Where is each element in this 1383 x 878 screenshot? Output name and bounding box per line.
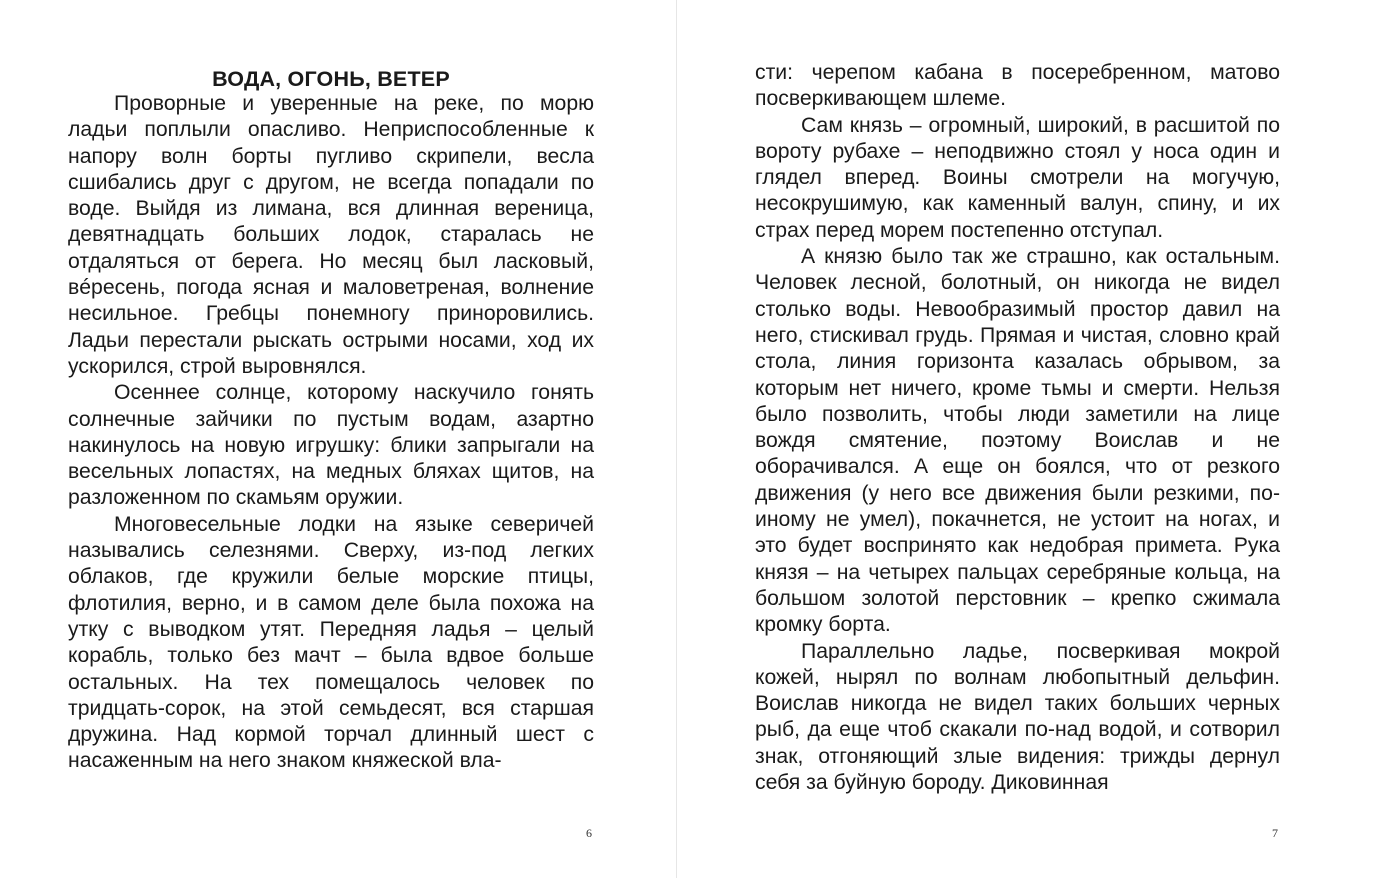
chapter-heading: ВОДА, ОГОНЬ, ВЕТЕР (212, 67, 450, 91)
page-number-left: 6 (586, 826, 592, 840)
left-page (0, 0, 676, 878)
left-page-text (68, 91, 594, 775)
paragraph: Сам князь – огромный, широкий, в расшитой по вороту рубахе – неподвижно стоял у носа один и глядел вперед. Воины смотрели на могучую, несокрушимую, как каменный валун, спину, и их страх перед морем постепенно отступал. (755, 113, 1280, 242)
paragraph: А князю было так же страшно, как остальным. Человек лесной, болотный, он никогда не видел столько воды. Невообразимый простор давил на него, стискивал грудь. Прямая и чистая, словно край стола, линия горизонта казалась обрывом, за которым нет ничего, кроме тьмы и смерти. Нельзя было позволить, чтобы люди заметили на лице вождя смятение, поэтому Воислав и не оборачивался. А еще он боялся, что от резкого движения (у него все движения были резкими, по-иному не умел), покачнется, не устоит на ногах, и это будет воспринято как недобрая примета. Рука князя – на четырех пальцах серебряные кольца, на большом золотой перстовник – крепко сжимала кромку борта. (755, 245, 1280, 637)
paragraph: Многовесельные лодки на языке северичей назывались селезнями. Сверху, из-под легких облаков, где кружили белые морские птицы, флотилия, верно, и в самом деле была похожа на утку с выводком утят. Передняя ладья – целый корабль, только без мачт – была вдвое больше остальных. На тех помещалось человек по тридцать-сорок, на этой семьдесят, вся старшая дружина. Над кормой торчал длинный шест с насаженным на него знаком княжеской вла- (68, 512, 594, 773)
page-number-right: 7 (1272, 826, 1278, 840)
paragraph: Проворные и уверенные на реке, по морю ладьи поплыли опасливо. Неприспособленные к напору волн борты пугливо скрипели, весла сшибались друг с другом, не всегда попадали по воде. Выйдя из лимана, вся длинная вереница, девятнадцать больших лодок, старалась не отдаляться от берега. Но месяц был ласковый, вéресень, погода ясная и маловетреная, волнение несильное. Гребцы понемногу приноровились. Ладьи перестали рыскать острыми носами, ход их ускорился, строй выровнялся. (68, 92, 594, 378)
paragraph: Осеннее солнце, которому наскучило гонять солнечные зайчики по пустым водам, азартно накинулось на новую игрушку: блики запрыгали на весельных лопастях, на медных бляхах щитов, на разложенном по скамьям оружии. (68, 381, 594, 510)
paragraph: Параллельно ладье, посверкивая мокрой кожей, нырял по волнам любопытный дельфин. Воислав никогда не видел таких больших черных рыб, да еще чтоб скакали по-над водой, и сотворил знак, отгоняющий злые видения: трижды дернул себя за буйную бороду. Диковинная (755, 639, 1280, 795)
right-page (677, 0, 1383, 878)
right-page-text (755, 60, 1280, 796)
paragraph-continuation: сти: черепом кабана в посеребренном, матово посверкивающем шлеме. (755, 61, 1280, 111)
